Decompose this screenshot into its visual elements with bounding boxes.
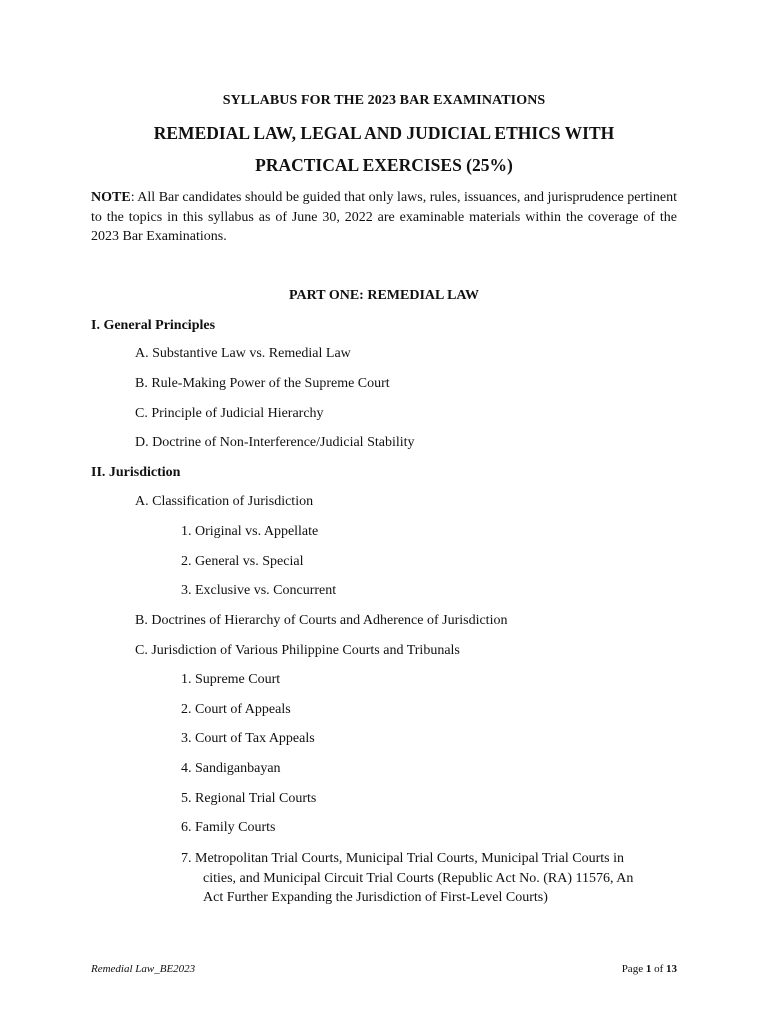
list-subitem: 3. Exclusive vs. Concurrent bbox=[181, 583, 337, 598]
list-item: C. Jurisdiction of Various Philippine Courts and Tribunals bbox=[135, 643, 460, 658]
section-heading-jurisdiction: II. Jurisdiction bbox=[91, 465, 181, 480]
list-subitem-7-line-2: cities, and Municipal Circuit Trial Courts (Republic Act No. (RA) 11576, An bbox=[203, 870, 634, 886]
list-subitem: 1. Original vs. Appellate bbox=[181, 524, 319, 539]
page-label: Page bbox=[621, 963, 644, 975]
list-subitem-7-line-1: 7. Metropolitan Trial Courts, Municipal Trial Courts, Municipal Trial Courts in bbox=[181, 851, 624, 866]
list-item: D. Doctrine of Non-Interference/Judicial Stability bbox=[135, 435, 415, 450]
note-text: : All Bar candidates should be guided that only laws, rules, issuances, and jurisprudence pertinent to the topics in this syllabus as of June 30, 2022 are examinable materials within the coverage of the 2023 Bar Examinations. bbox=[91, 190, 677, 244]
list-item: B. Rule-Making Power of the Supreme Court bbox=[135, 376, 390, 391]
note-paragraph bbox=[91, 188, 677, 247]
list-item: A. Substantive Law vs. Remedial Law bbox=[135, 346, 351, 361]
document-title-line-2: PRACTICAL EXERCISES (25%) bbox=[255, 155, 513, 175]
page-current: 1 bbox=[645, 963, 652, 975]
list-subitem: 2. General vs. Special bbox=[181, 554, 304, 569]
list-item: A. Classification of Jurisdiction bbox=[135, 494, 314, 509]
part-one-heading: PART ONE: REMEDIAL LAW bbox=[289, 288, 479, 303]
note-label: NOTE bbox=[91, 190, 131, 205]
section-heading-general-principles: I. General Principles bbox=[91, 318, 216, 333]
document-title-line-1: REMEDIAL LAW, LEGAL AND JUDICIAL ETHICS WITH bbox=[153, 123, 615, 143]
footer-page-number bbox=[622, 963, 677, 975]
list-subitem: 2. Court of Appeals bbox=[181, 702, 291, 717]
list-subitem: 6. Family Courts bbox=[181, 820, 276, 835]
list-subitem-7 bbox=[181, 849, 681, 908]
page-total: 13 bbox=[666, 963, 677, 975]
syllabus-subtitle: SYLLABUS FOR THE 2023 BAR EXAMINATIONS bbox=[222, 93, 546, 108]
footer-document-name: Remedial Law_BE2023 bbox=[91, 963, 196, 975]
list-subitem: 1. Supreme Court bbox=[181, 672, 281, 687]
list-item: C. Principle of Judicial Hierarchy bbox=[135, 406, 324, 421]
list-item: B. Doctrines of Hierarchy of Courts and Adherence of Jurisdiction bbox=[135, 613, 508, 628]
list-subitem: 3. Court of Tax Appeals bbox=[181, 731, 315, 746]
of-label: of bbox=[654, 963, 664, 975]
list-subitem: 5. Regional Trial Courts bbox=[181, 791, 317, 806]
list-subitem: 4. Sandiganbayan bbox=[181, 761, 281, 776]
list-subitem-7-line-3: Act Further Expanding the Jurisdiction of First-Level Courts) bbox=[203, 890, 548, 905]
